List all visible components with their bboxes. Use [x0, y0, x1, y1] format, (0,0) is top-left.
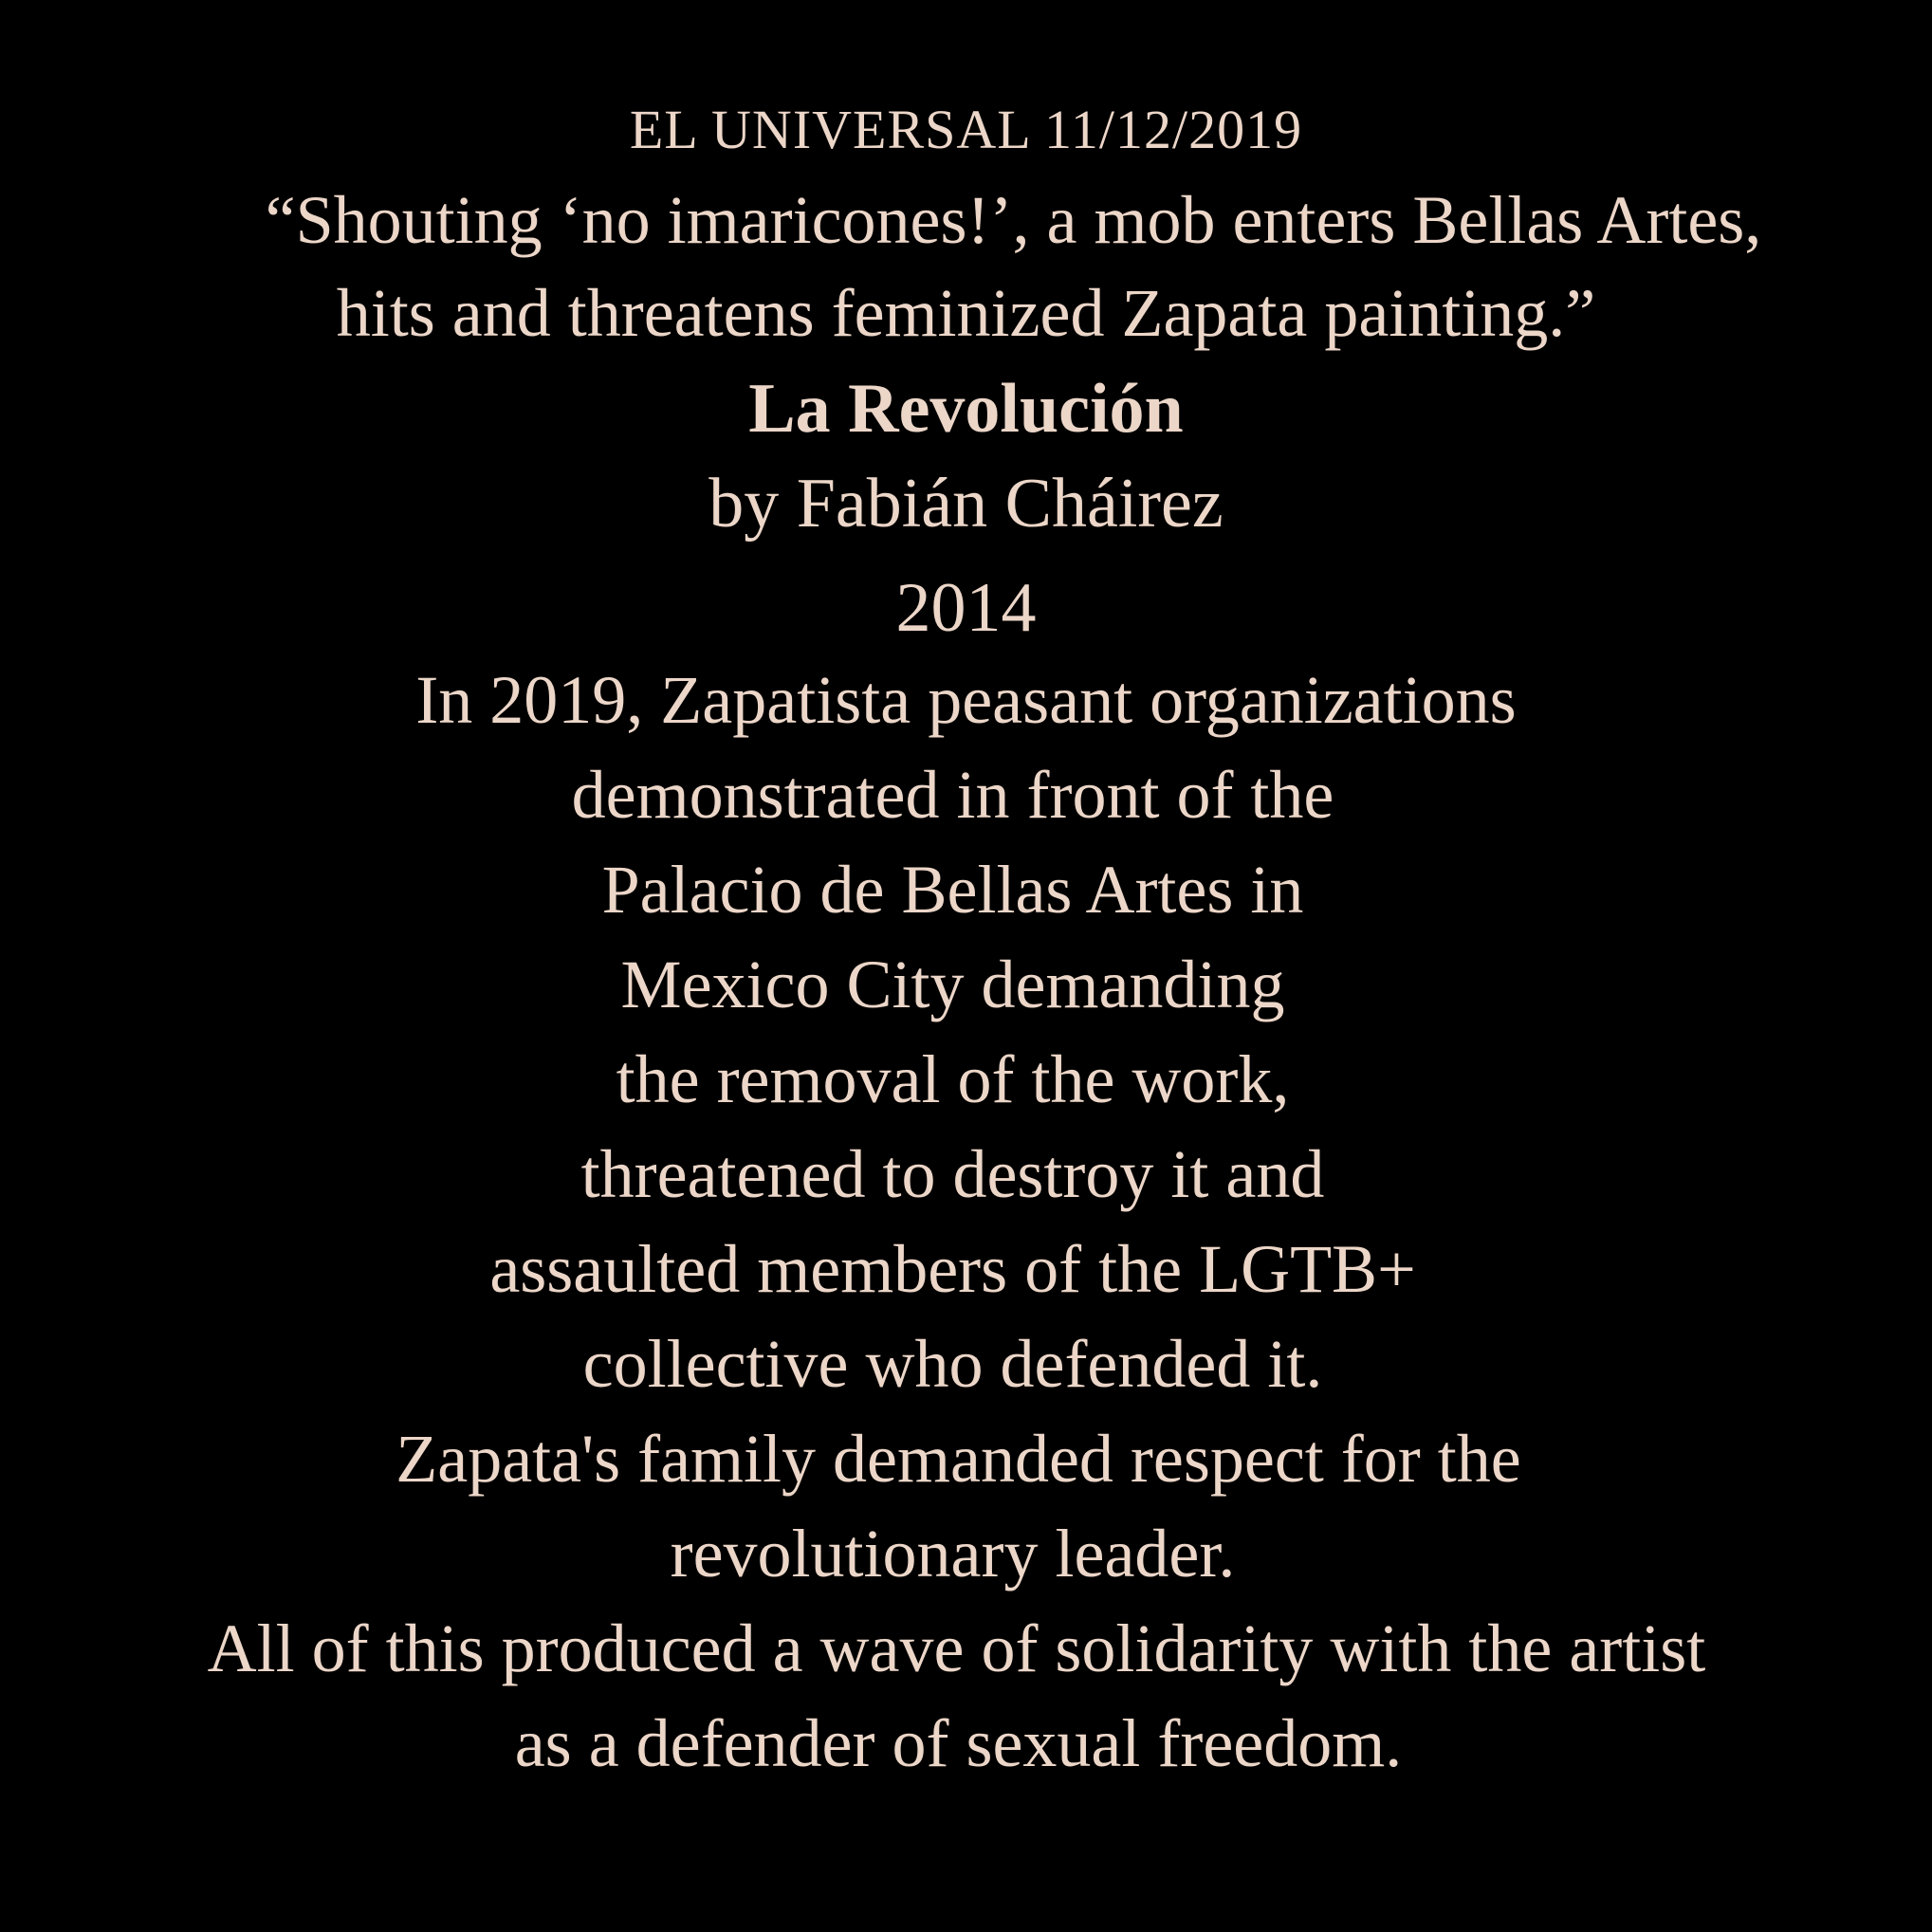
body-line-3: Palacio de Bellas Artes in [601, 852, 1304, 928]
source-dateline: EL UNIVERSAL 11/12/2019 [629, 99, 1303, 160]
body-line-4: Mexico City demanding [620, 947, 1285, 1022]
body-line-12: as a defender of sexual freedom. [514, 1705, 1403, 1781]
artwork-artist: by Fabián Cháirez [708, 465, 1224, 543]
body-line-10: revolutionary leader. [670, 1516, 1236, 1592]
body-line-8: collective who defended it. [582, 1326, 1323, 1402]
body-line-1: In 2019, Zapatista peasant organizations [415, 662, 1517, 738]
body-line-9: Zapata's family demanded respect for the [396, 1421, 1521, 1497]
body-line-6: threatened to destroy it and [580, 1136, 1325, 1212]
headline-line-1: “Shouting ‘no imaricones!’, a mob enters Bellas Artes, [265, 182, 1762, 258]
headline-line-2: hits and threatens feminized Zapata painting.” [336, 275, 1596, 351]
artwork-title: La Revolución [748, 370, 1184, 448]
artwork-year: 2014 [895, 569, 1037, 647]
body-line-7: assaulted members of the LGTB+ [489, 1231, 1416, 1307]
body-line-2: demonstrated in front of the [571, 757, 1334, 833]
body-line-5: the removal of the work, [616, 1041, 1290, 1117]
body-line-11: All of this produced a wave of solidarity with the artist [207, 1610, 1706, 1686]
